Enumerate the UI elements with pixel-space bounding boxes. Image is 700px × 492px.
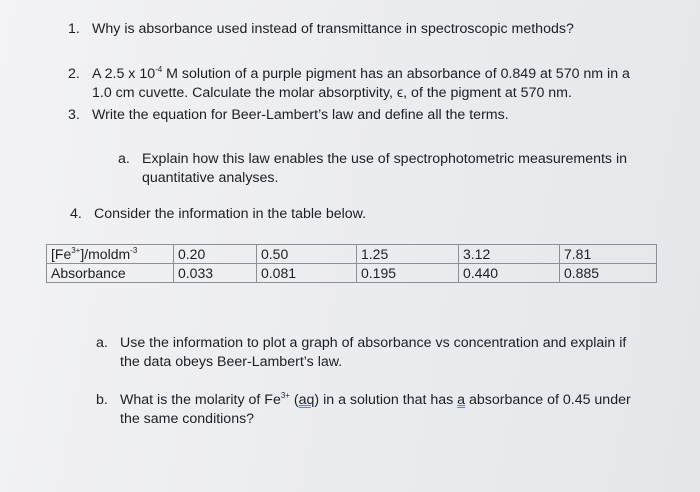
table-cell: 1.25 (357, 245, 459, 264)
table-cell: 0.440 (459, 264, 560, 283)
question-number: 2. (68, 66, 80, 82)
question-text-line-1: A 2.5 x $10^{-4}$ M solution of a purple pigment has an absorbance of 0.849 at 570 nm in a (92, 65, 630, 82)
subquestion-text-line-1: Use the information to plot a graph of absorbance vs concentration and explain if (120, 335, 627, 351)
table-row-concentration (47, 245, 657, 264)
subquestion-text-line-1: Explain how this law enables the use of spectrophotometric measurements in (142, 151, 627, 167)
subquestion-text-line-1: What is the molarity of $Fe^{3+}$ (aq) in a solution that has a absorbance of 0.45 under (120, 391, 631, 408)
question-number: 3. (68, 107, 80, 123)
table-cell: 0.195 (357, 264, 459, 283)
table-row-absorbance (47, 264, 657, 283)
table-cell: 3.12 (459, 245, 560, 264)
table-cell: 0.033 (174, 264, 257, 283)
subquestion-label: a. (96, 335, 108, 351)
data-table (46, 244, 657, 283)
question-text: Why is absorbance used instead of transmittance in spectroscopic methods? (92, 21, 574, 37)
question-text: Write the equation for Beer-Lambert’s law and define all the terms. (92, 107, 509, 123)
row-header-concentration: $[Fe^{3+}]/moldm^{-3}$ (47, 245, 174, 264)
question-text-line-2: 1.0 cm cuvette. Calculate the molar absorptivity, ϵ, of the pigment at 570 nm. (92, 85, 572, 101)
table-cell: 7.81 (560, 245, 657, 264)
question-number: 1. (68, 21, 80, 37)
question-number: 4. (70, 206, 82, 222)
subquestion-text-line-2: quantitative analyses. (142, 170, 279, 186)
row-header-absorbance: Absorbance (47, 264, 174, 283)
subquestion-label: b. (96, 392, 108, 408)
subquestion-text-line-2: the same conditions? (120, 411, 255, 427)
table-cell: 0.885 (560, 264, 657, 283)
question-text: Consider the information in the table below. (94, 206, 367, 222)
table-cell: 0.50 (257, 245, 357, 264)
subquestion-label: a. (118, 151, 130, 167)
subquestion-text-line-2: the data obeys Beer-Lambert’s law. (120, 354, 343, 370)
table-cell: 0.20 (174, 245, 257, 264)
table-cell: 0.081 (257, 264, 357, 283)
